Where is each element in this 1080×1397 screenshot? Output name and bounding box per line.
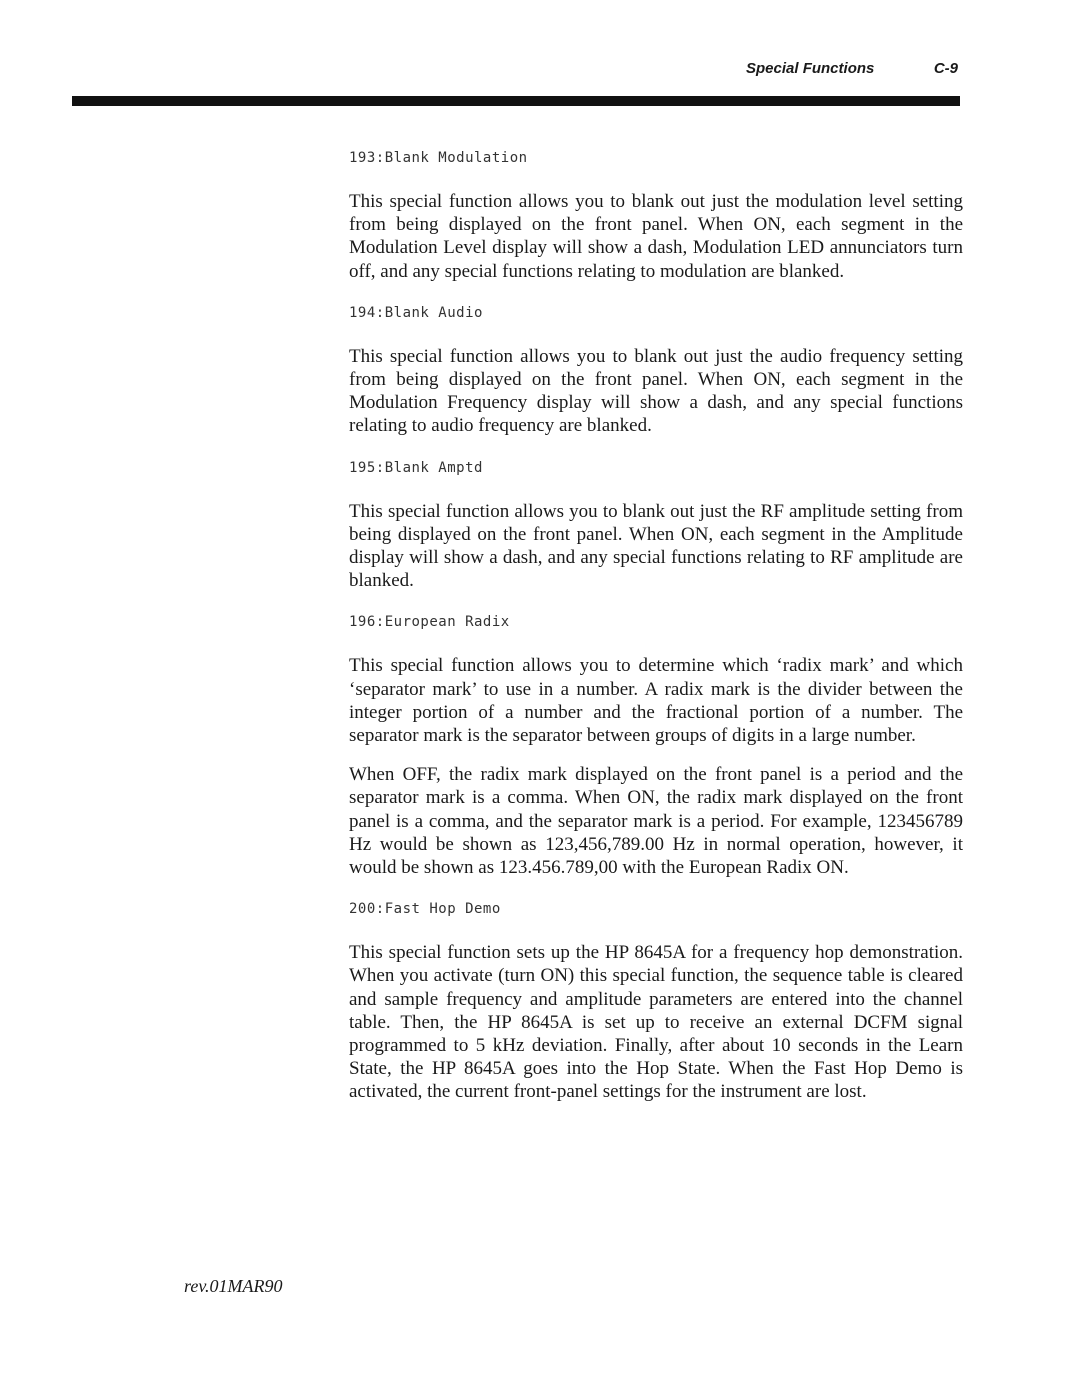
section-paragraph: This special function allows you to determine which ‘radix mark’ and which ‘separator mark’ to use in a number. A radix mark is the divider between the integer portion of a number and the fractional portion of a number. The separator mark is the separator between groups of digits in a large number.: [349, 655, 963, 747]
section-heading: 195:Blank Amptd: [349, 459, 483, 476]
revision-footer: rev.01MAR90: [184, 1276, 283, 1296]
page-header: [740, 60, 960, 82]
section-194: [349, 303, 963, 438]
section-193: [349, 148, 963, 283]
header-title: Special Functions: [746, 60, 875, 77]
page-number: C-9: [933, 60, 958, 77]
section-paragraph: This special function allows you to blank out just the audio frequency setting from being displayed on the front panel. When ON, each segment in the Modulation Frequency display will show a dash, and any special functions relating to audio frequency are blanked.: [349, 345, 963, 437]
section-heading: 196:European Radix: [349, 614, 510, 631]
section-196: [349, 612, 963, 879]
header-rule: [72, 96, 960, 106]
section-paragraph: This special function allows you to blank out just the modulation level setting from being displayed on the front panel. When ON, each segment in the Modulation Level display will show a dash, Modulation LED annunciators turn off, and any special functions relating to modulation are blanked.: [349, 191, 963, 282]
main-content: [349, 148, 963, 1124]
section-paragraph: When OFF, the radix mark displayed on the front panel is a period and the separator mark is a comma. When ON, the radix mark displayed on the front panel is a comma, and the separator mark is a period. For example, 123456789 Hz would be shown as 123,456,789.00 Hz in normal operation, however, it would be shown as 123.456.789,00 with the European Radix ON.: [349, 764, 963, 879]
section-paragraph: This special function sets up the HP 8645A for a frequency hop demonstration. When you activate (turn ON) this special function, the sequence table is cleared and sample frequency and amplitude parameters are entered into the channel table. Then, the HP 8645A is set up to receive an external DCFM signal programmed to 5 kHz deviation. Finally, after about 10 seconds in the Learn State, the HP 8645A goes into the Hop State. When the Fast Hop Demo is activated, the current front-panel settings for the instrument are lost.: [349, 942, 963, 1103]
section-paragraph: This special function allows you to blank out just the RF amplitude setting from being displayed on the front panel. When ON, each segment in the Amplitude display will show a dash, and any special functions relating to RF amplitude are blanked.: [349, 500, 963, 592]
section-heading: 194:Blank Audio: [349, 304, 483, 321]
section-200: [349, 899, 963, 1103]
section-195: [349, 458, 963, 593]
section-heading: 200:Fast Hop Demo: [349, 901, 501, 918]
section-heading: 193:Blank Modulation: [349, 150, 528, 166]
